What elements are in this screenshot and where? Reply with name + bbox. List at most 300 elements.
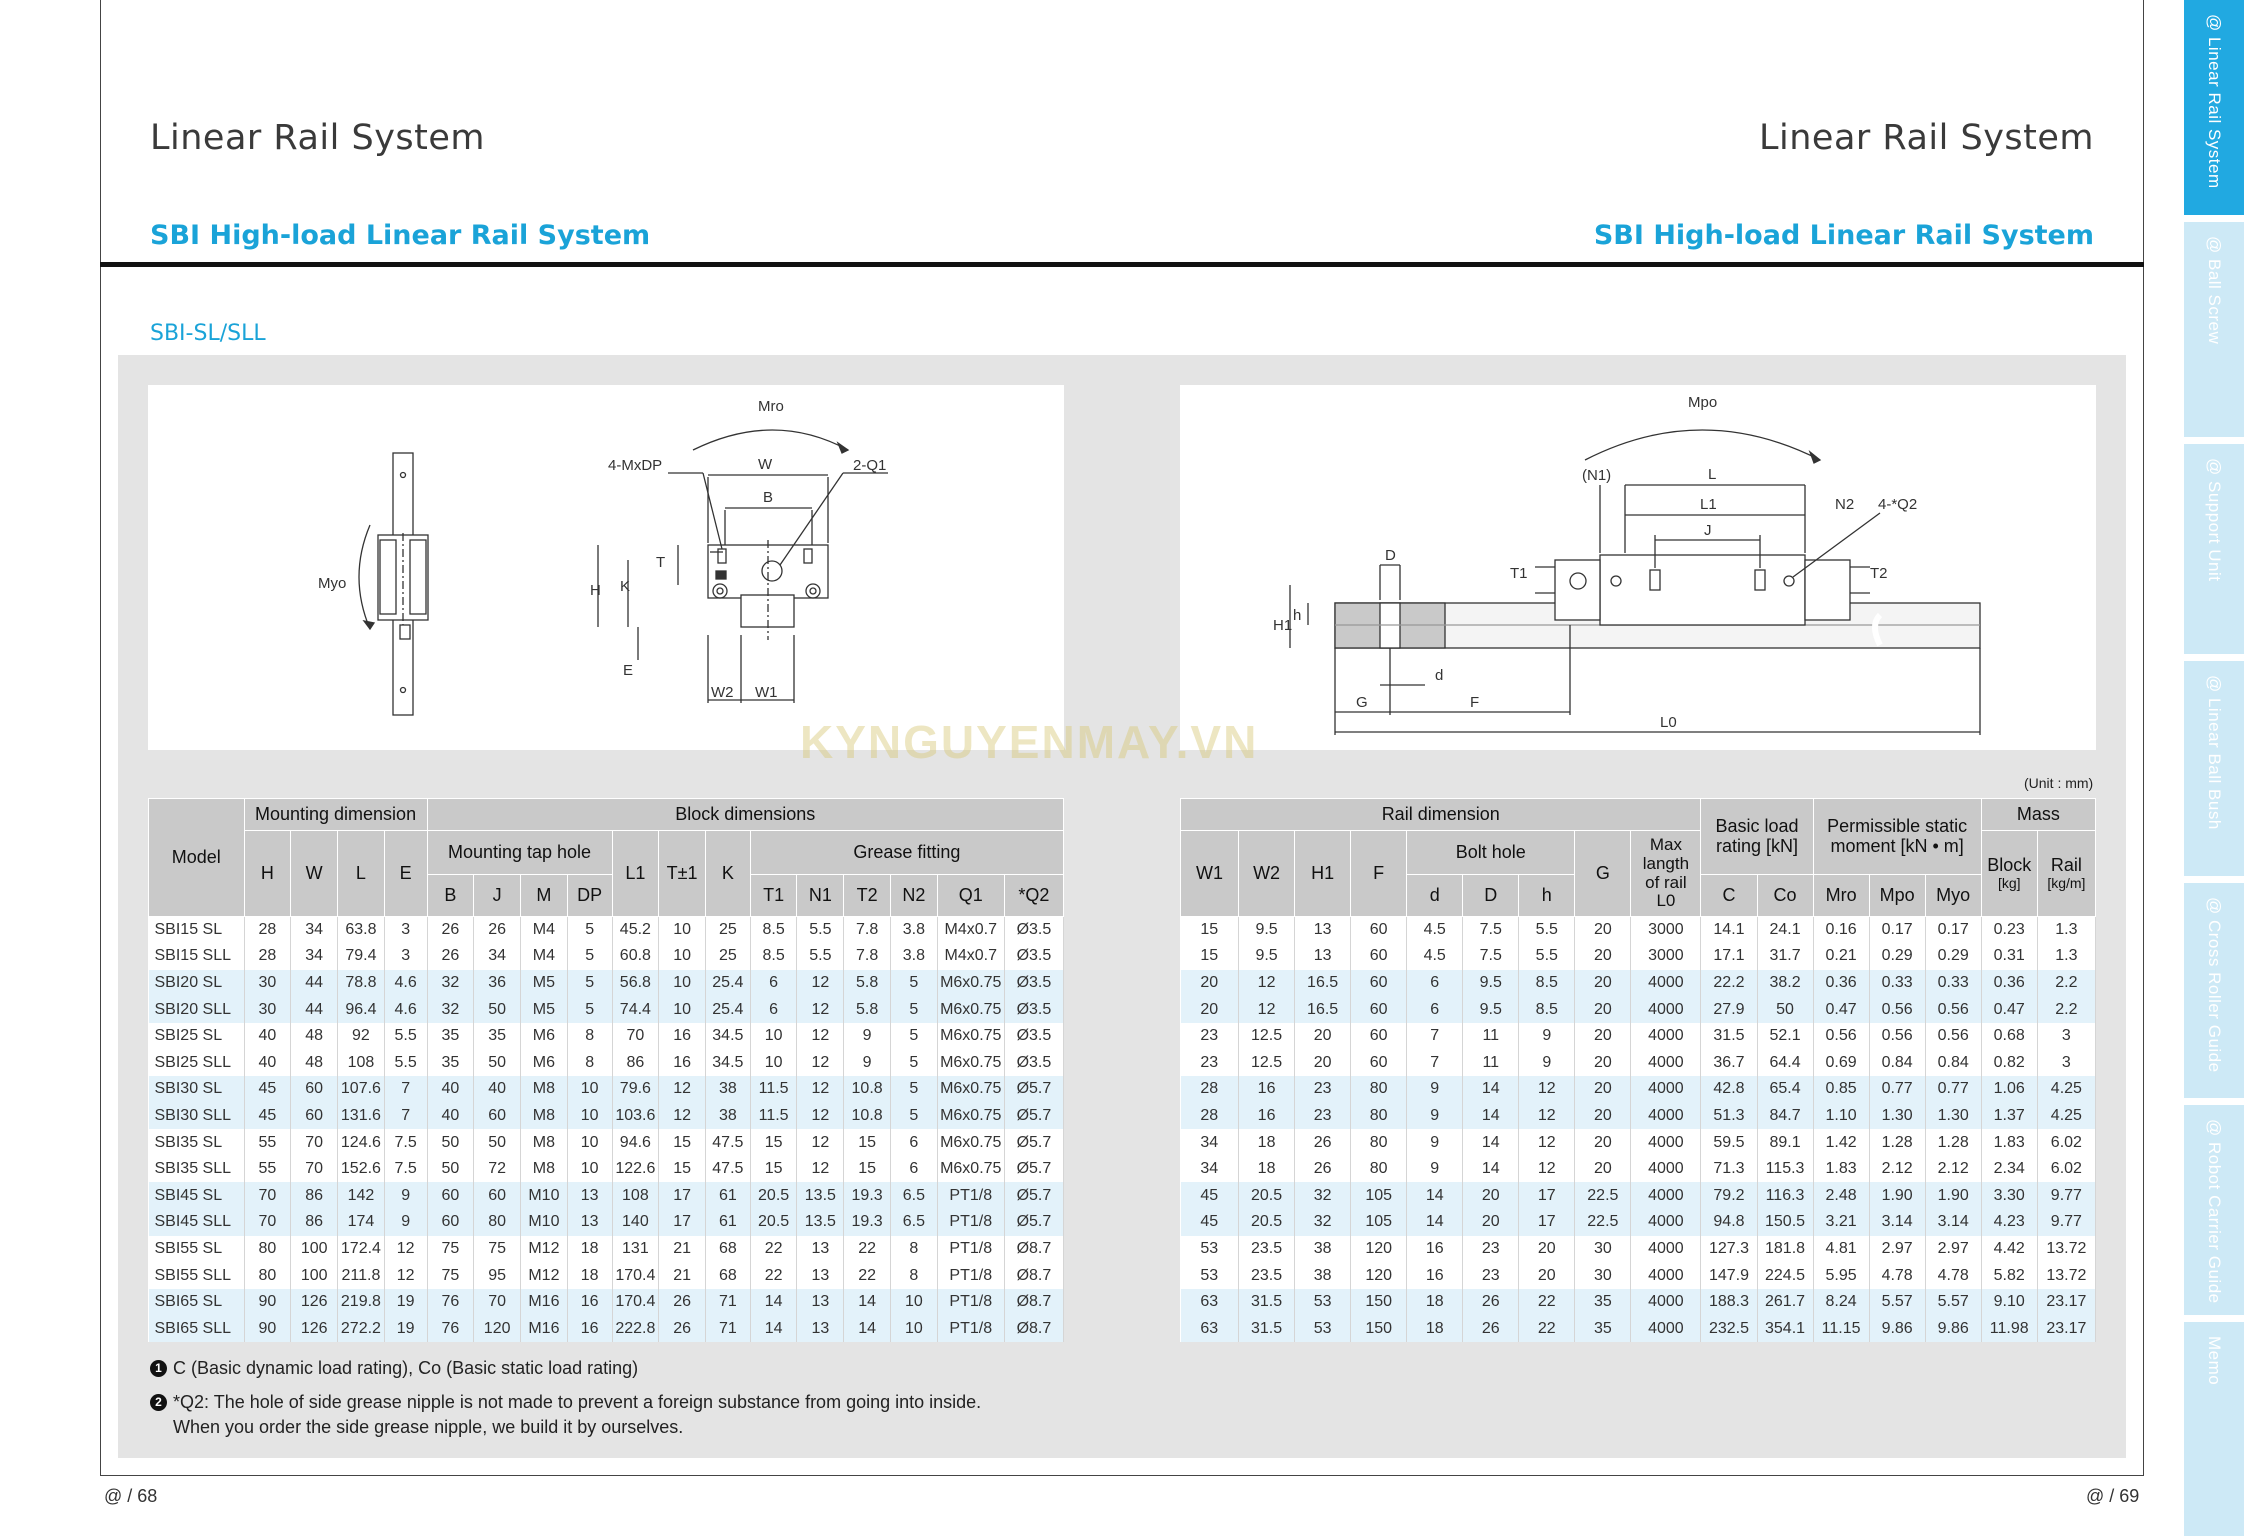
- table-cell: 150: [1351, 1315, 1407, 1342]
- table-cell: 8: [890, 1262, 937, 1289]
- table-cell: 14: [1463, 1076, 1519, 1103]
- table-cell: 13: [797, 1289, 844, 1316]
- table-cell: 15: [844, 1156, 891, 1183]
- table-cell: 60: [1351, 996, 1407, 1023]
- table-cell: SBI30 SL: [149, 1076, 245, 1103]
- table-cell: 2.34: [1981, 1156, 2037, 1183]
- label-h: H: [590, 582, 601, 599]
- label-g: G: [1356, 694, 1368, 711]
- table-cell: 6: [890, 1156, 937, 1183]
- table-cell: 28: [1181, 1076, 1239, 1103]
- table-cell: 30: [244, 970, 291, 997]
- table-cell: 0.56: [1925, 996, 1981, 1023]
- table-cell: 13: [1295, 917, 1351, 944]
- table-cell: 2.12: [1869, 1156, 1925, 1183]
- label-w: W: [758, 456, 773, 473]
- table-cell: 5: [890, 1076, 937, 1103]
- table-cell: 9.5: [1239, 917, 1295, 944]
- table-cell: 7.8: [844, 943, 891, 970]
- table-cell: 1.28: [1869, 1129, 1925, 1156]
- table-row: [149, 1289, 1064, 1316]
- table-cell: 23.5: [1239, 1262, 1295, 1289]
- table-cell: M6x0.75: [937, 1023, 1004, 1050]
- table-cell: SBI65 SL: [149, 1289, 245, 1316]
- table-cell: 23: [1463, 1262, 1519, 1289]
- table-cell: 172.4: [338, 1236, 385, 1263]
- label-mxdp: 4-MxDP: [608, 457, 663, 474]
- table-cell: 35: [427, 1023, 474, 1050]
- table-cell: 71: [706, 1315, 751, 1342]
- table-cell: 12: [797, 1076, 844, 1103]
- table-cell: 170.4: [612, 1289, 659, 1316]
- group-rail-dimension: Rail dimension: [1181, 799, 1701, 831]
- table-cell: 80: [1351, 1076, 1407, 1103]
- table-cell: 4000: [1631, 1049, 1701, 1076]
- table-cell: SBI45 SL: [149, 1182, 245, 1209]
- table-cell: 0.84: [1869, 1049, 1925, 1076]
- footnote-2-line1: *Q2: The hole of side grease nipple is not made to prevent a foreign substance from going into inside.: [173, 1392, 982, 1412]
- table-cell: 2.12: [1925, 1156, 1981, 1183]
- col-rail-unit: [kg/m]: [2047, 874, 2086, 891]
- table-cell: 50: [427, 1129, 474, 1156]
- table-cell: 0.85: [1813, 1076, 1869, 1103]
- table-cell: SBI15 SL: [149, 917, 245, 944]
- table-cell: 55: [244, 1156, 291, 1183]
- side-tab-ball-screw[interactable]: [2184, 222, 2244, 437]
- table-cell: 44: [291, 996, 338, 1023]
- page-subtitle-right: SBI High-load Linear Rail System: [1593, 220, 2094, 251]
- table-cell: 20: [1575, 1049, 1631, 1076]
- table-cell: 3.14: [1925, 1209, 1981, 1236]
- col-block-label: Block: [1987, 854, 2032, 875]
- table-cell: 3.14: [1869, 1209, 1925, 1236]
- table-cell: 51.3: [1701, 1103, 1757, 1130]
- table-cell: 32: [1295, 1209, 1351, 1236]
- table-cell: 17: [659, 1182, 706, 1209]
- table-cell: 120: [474, 1315, 521, 1342]
- table-cell: 16: [567, 1315, 612, 1342]
- table-cell: 115.3: [1757, 1156, 1813, 1183]
- table-cell: M6x0.75: [937, 1076, 1004, 1103]
- table-cell: 4000: [1631, 970, 1701, 997]
- table-cell: 105: [1351, 1209, 1407, 1236]
- table-cell: SBI25 SL: [149, 1023, 245, 1050]
- table-cell: 38: [1295, 1262, 1351, 1289]
- table-cell: SBI35 SL: [149, 1129, 245, 1156]
- table-row: [149, 1076, 1064, 1103]
- table-cell: PT1/8: [937, 1182, 1004, 1209]
- table-cell: 34.5: [706, 1049, 751, 1076]
- table-cell: 50: [474, 1129, 521, 1156]
- table-row: [1181, 1023, 2096, 1050]
- table-cell: 4000: [1631, 996, 1701, 1023]
- table-cell: 10: [659, 970, 706, 997]
- table-cell: 65.4: [1757, 1076, 1813, 1103]
- table-cell: 60.8: [612, 943, 659, 970]
- table-cell: 12: [797, 1103, 844, 1130]
- side-tab-linear-ball-bush[interactable]: [2184, 661, 2244, 876]
- table-row: [149, 1209, 1064, 1236]
- table-cell: 6: [890, 1129, 937, 1156]
- table-cell: M8: [521, 1129, 568, 1156]
- table-cell: 261.7: [1757, 1289, 1813, 1316]
- table-cell: 11.5: [750, 1103, 797, 1130]
- table-cell: 47.5: [706, 1129, 751, 1156]
- table-cell: 0.29: [1869, 943, 1925, 970]
- label-t: T: [656, 554, 666, 571]
- table-cell: 35: [1575, 1289, 1631, 1316]
- label-b: B: [763, 489, 774, 506]
- table-cell: 17: [1519, 1182, 1575, 1209]
- table-row: [149, 1103, 1064, 1130]
- col-t: T±1: [659, 831, 706, 917]
- table-cell: Ø3.5: [1004, 1023, 1063, 1050]
- table-cell: 16: [659, 1049, 706, 1076]
- table-cell: 12.5: [1239, 1023, 1295, 1050]
- table-cell: 26: [1463, 1289, 1519, 1316]
- table-cell: 34: [1181, 1129, 1239, 1156]
- table-cell: 45: [244, 1103, 291, 1130]
- label-h1: H1: [1273, 617, 1293, 634]
- table-cell: M6x0.75: [937, 1103, 1004, 1130]
- table-cell: 89.1: [1757, 1129, 1813, 1156]
- table-row: [149, 1156, 1064, 1183]
- table-cell: 12: [1519, 1129, 1575, 1156]
- table-cell: 5.5: [1519, 943, 1575, 970]
- table-row: [1181, 917, 2096, 944]
- table-cell: 9.5: [1463, 970, 1519, 997]
- table-cell: 25: [706, 917, 751, 944]
- side-tab-label: Memo: [2205, 1336, 2224, 1386]
- table-cell: SBI20 SLL: [149, 996, 245, 1023]
- table-cell: 23.17: [2037, 1315, 2095, 1342]
- table-cell: Ø5.7: [1004, 1182, 1063, 1209]
- table-cell: 6: [1407, 970, 1463, 997]
- col-d-small: d: [1407, 875, 1463, 917]
- table-cell: 11: [1463, 1049, 1519, 1076]
- table-cell: SBI25 SLL: [149, 1049, 245, 1076]
- table-cell: 19.3: [844, 1209, 891, 1236]
- table-cell: 108: [612, 1182, 659, 1209]
- table-cell: 28: [1181, 1103, 1239, 1130]
- table-cell: 22.5: [1575, 1209, 1631, 1236]
- table-cell: 10: [750, 1049, 797, 1076]
- table-cell: 18: [1407, 1289, 1463, 1316]
- footnote-2: [150, 1390, 981, 1440]
- table-cell: 18: [567, 1262, 612, 1289]
- table-cell: 10: [750, 1023, 797, 1050]
- table-cell: 4000: [1631, 1156, 1701, 1183]
- table-cell: 9: [844, 1023, 891, 1050]
- table-cell: 5.5: [797, 943, 844, 970]
- table-cell: 140: [612, 1209, 659, 1236]
- table-row: [1181, 1182, 2096, 1209]
- table-cell: 59.5: [1701, 1129, 1757, 1156]
- table-cell: 31.5: [1701, 1023, 1757, 1050]
- table-cell: 188.3: [1701, 1289, 1757, 1316]
- side-tab-memo[interactable]: [2184, 1322, 2244, 1536]
- table-cell: 16: [567, 1289, 612, 1316]
- table-cell: 0.17: [1869, 917, 1925, 944]
- table-cell: 80: [244, 1236, 291, 1263]
- table-cell: M16: [521, 1315, 568, 1342]
- side-tab-support-unit[interactable]: [2184, 444, 2244, 654]
- label-f: F: [1470, 694, 1480, 711]
- table-cell: 60: [1351, 917, 1407, 944]
- table-cell: 40: [427, 1103, 474, 1130]
- table-cell: 14: [1407, 1209, 1463, 1236]
- table-cell: 19: [384, 1289, 427, 1316]
- table-row: [149, 1049, 1064, 1076]
- table-cell: 50: [474, 1049, 521, 1076]
- table-cell: 20: [1575, 917, 1631, 944]
- table-cell: 26: [659, 1315, 706, 1342]
- footnote-marker-1: 1: [150, 1360, 167, 1377]
- table-cell: 11: [1463, 1023, 1519, 1050]
- table-cell: 5: [567, 917, 612, 944]
- table-cell: 7: [1407, 1023, 1463, 1050]
- table-cell: 80: [1351, 1129, 1407, 1156]
- table-cell: 70: [244, 1182, 291, 1209]
- table-cell: 3: [2037, 1049, 2095, 1076]
- table-cell: 63: [1181, 1289, 1239, 1316]
- table-cell: 150.5: [1757, 1209, 1813, 1236]
- table-cell: 38.2: [1757, 970, 1813, 997]
- table-cell: M6x0.75: [937, 1129, 1004, 1156]
- table-row: [149, 1236, 1064, 1263]
- table-cell: 0.77: [1925, 1076, 1981, 1103]
- table-cell: 4.42: [1981, 1236, 2037, 1263]
- col-co: Co: [1757, 875, 1813, 917]
- col-k: K: [706, 831, 751, 917]
- table-cell: 5: [890, 996, 937, 1023]
- label-w2: W2: [711, 684, 734, 701]
- table-cell: 4.78: [1925, 1262, 1981, 1289]
- table-cell: 0.21: [1813, 943, 1869, 970]
- footnote-2-line2: When you order the side grease nipple, we build it by ourselves.: [173, 1417, 684, 1437]
- table-cell: 22: [1519, 1315, 1575, 1342]
- table-cell: 30: [1575, 1262, 1631, 1289]
- table-cell: 8: [890, 1236, 937, 1263]
- table-cell: M6x0.75: [937, 996, 1004, 1023]
- table-cell: 22: [844, 1236, 891, 1263]
- table-cell: 15: [1181, 917, 1239, 944]
- table-cell: 79.6: [612, 1076, 659, 1103]
- table-cell: 5: [890, 970, 937, 997]
- col-c: C: [1701, 875, 1757, 917]
- table-cell: Ø5.7: [1004, 1129, 1063, 1156]
- label-w1: W1: [755, 684, 778, 701]
- footnote-1-text: C (Basic dynamic load rating), Co (Basic static load rating): [173, 1358, 639, 1378]
- table-row: [1181, 1289, 2096, 1316]
- col-rail-label: Rail: [2050, 854, 2082, 875]
- table-cell: 16.5: [1295, 996, 1351, 1023]
- table-cell: M8: [521, 1076, 568, 1103]
- table-cell: 5: [890, 1023, 937, 1050]
- table-cell: 174: [338, 1209, 385, 1236]
- table-cell: 1.83: [1813, 1156, 1869, 1183]
- side-tab-label: @ Robot Carrier Guide: [2205, 1119, 2224, 1304]
- table-cell: 5.82: [1981, 1262, 2037, 1289]
- table-cell: SBI55 SL: [149, 1236, 245, 1263]
- table-cell: 20: [1575, 1023, 1631, 1050]
- table-cell: 78.8: [338, 970, 385, 997]
- table-cell: Ø5.7: [1004, 1209, 1063, 1236]
- table-cell: Ø3.5: [1004, 1049, 1063, 1076]
- table-cell: 32: [1295, 1182, 1351, 1209]
- table-cell: 60: [474, 1103, 521, 1130]
- table-cell: 4.5: [1407, 917, 1463, 944]
- table-cell: 13.5: [797, 1209, 844, 1236]
- table-cell: 3.8: [890, 943, 937, 970]
- col-l: L: [338, 831, 385, 917]
- table-cell: 20: [1463, 1182, 1519, 1209]
- col-mro: Mro: [1813, 875, 1869, 917]
- table-cell: 6.02: [2037, 1156, 2095, 1183]
- table-cell: 60: [427, 1182, 474, 1209]
- table-cell: M6x0.75: [937, 1049, 1004, 1076]
- table-cell: 13: [1295, 943, 1351, 970]
- table-cell: 100: [291, 1262, 338, 1289]
- table-cell: 20: [1575, 943, 1631, 970]
- page-number-left: @ / 68: [104, 1486, 158, 1506]
- table-row: [1181, 1209, 2096, 1236]
- table-cell: 12: [797, 1023, 844, 1050]
- table-cell: 70: [612, 1023, 659, 1050]
- table-cell: 12: [797, 1129, 844, 1156]
- group-tap-hole: Mounting tap hole: [427, 831, 612, 875]
- table-cell: 0.23: [1981, 917, 2037, 944]
- table-cell: 23: [1463, 1236, 1519, 1263]
- table-cell: 5.8: [844, 996, 891, 1023]
- table-cell: 16: [1407, 1236, 1463, 1263]
- table-cell: 5: [890, 1049, 937, 1076]
- table-cell: 4000: [1631, 1103, 1701, 1130]
- table-cell: 13: [797, 1236, 844, 1263]
- table-cell: 20: [1181, 970, 1239, 997]
- table-cell: 31.7: [1757, 943, 1813, 970]
- col-myo: Myo: [1925, 875, 1981, 917]
- table-cell: 53: [1181, 1262, 1239, 1289]
- table-cell: 0.36: [1813, 970, 1869, 997]
- table-cell: M6: [521, 1023, 568, 1050]
- table-cell: 6.5: [890, 1209, 937, 1236]
- col-q2: *Q2: [1004, 875, 1063, 917]
- table-cell: 24.1: [1757, 917, 1813, 944]
- table-cell: 16: [1239, 1076, 1295, 1103]
- table-cell: 8.24: [1813, 1289, 1869, 1316]
- table-cell: 2.2: [2037, 970, 2095, 997]
- table-cell: 22: [1519, 1289, 1575, 1316]
- page-title-right: Linear Rail System: [1759, 118, 2094, 158]
- table-cell: 10: [567, 1076, 612, 1103]
- table-cell: 36: [474, 970, 521, 997]
- table-cell: 9: [384, 1209, 427, 1236]
- table-cell: 9: [1407, 1129, 1463, 1156]
- table-cell: 20.5: [1239, 1182, 1295, 1209]
- table-cell: 10: [890, 1315, 937, 1342]
- table-cell: 50: [474, 996, 521, 1023]
- table-cell: SBI30 SLL: [149, 1103, 245, 1130]
- table-cell: M12: [521, 1236, 568, 1263]
- table-cell: 36.7: [1701, 1049, 1757, 1076]
- table-cell: 0.84: [1925, 1049, 1981, 1076]
- table-row: [149, 970, 1064, 997]
- col-h1: H1: [1295, 831, 1351, 917]
- table-cell: 23.5: [1239, 1236, 1295, 1263]
- table-cell: 75: [427, 1262, 474, 1289]
- table-cell: 0.47: [1981, 996, 2037, 1023]
- table-cell: M4x0.7: [937, 917, 1004, 944]
- table-cell: 1.28: [1925, 1129, 1981, 1156]
- table-cell: 3: [2037, 1023, 2095, 1050]
- table-cell: 20: [1575, 1156, 1631, 1183]
- table-cell: 1.30: [1925, 1103, 1981, 1130]
- label-t2: T2: [1870, 565, 1888, 582]
- table-cell: 5.57: [1925, 1289, 1981, 1316]
- table-cell: Ø3.5: [1004, 917, 1063, 944]
- side-tab-cross-roller[interactable]: [2184, 883, 2244, 1098]
- page-title-left: Linear Rail System: [150, 118, 485, 158]
- table-cell: 16: [659, 1023, 706, 1050]
- table-cell: 5.5: [384, 1023, 427, 1050]
- table-cell: 15: [750, 1129, 797, 1156]
- table-cell: 122.6: [612, 1156, 659, 1183]
- table-cell: 45: [1181, 1209, 1239, 1236]
- table-cell: Ø8.7: [1004, 1236, 1063, 1263]
- table-cell: 34: [1181, 1156, 1239, 1183]
- table-cell: 60: [1351, 943, 1407, 970]
- table-cell: 30: [1575, 1236, 1631, 1263]
- table-cell: 15: [750, 1156, 797, 1183]
- table-cell: 1.90: [1925, 1182, 1981, 1209]
- table-row: [1181, 1156, 2096, 1183]
- table-cell: 28: [244, 917, 291, 944]
- group-grease: Grease fitting: [750, 831, 1063, 875]
- table-cell: M6x0.75: [937, 970, 1004, 997]
- table-cell: 0.16: [1813, 917, 1869, 944]
- table-cell: 26: [1295, 1129, 1351, 1156]
- side-tab-label: @ Linear Ball Bush: [2205, 675, 2224, 830]
- table-cell: 34.5: [706, 1023, 751, 1050]
- table-cell: 10.8: [844, 1103, 891, 1130]
- table-cell: 8: [567, 1023, 612, 1050]
- table-cell: 12: [659, 1103, 706, 1130]
- table-cell: 53: [1295, 1315, 1351, 1342]
- page-subtitle-left: SBI High-load Linear Rail System: [150, 220, 651, 251]
- table-cell: 61: [706, 1209, 751, 1236]
- col-t1: T1: [750, 875, 797, 917]
- table-cell: 13: [797, 1262, 844, 1289]
- table-cell: 13: [567, 1209, 612, 1236]
- group-load-rating: Basic load rating [kN]: [1701, 799, 1813, 875]
- table-row: [1181, 1262, 2096, 1289]
- label-l0: L0: [1660, 714, 1677, 731]
- table-cell: 19: [384, 1315, 427, 1342]
- table-cell: 1.42: [1813, 1129, 1869, 1156]
- table-cell: PT1/8: [937, 1209, 1004, 1236]
- side-tab-robot-carrier[interactable]: [2184, 1105, 2244, 1315]
- table-cell: 10: [567, 1129, 612, 1156]
- col-rail-mass: [2037, 831, 2095, 917]
- side-tab-linear-rail[interactable]: [2184, 0, 2244, 215]
- table-cell: 224.5: [1757, 1262, 1813, 1289]
- table-cell: 142: [338, 1182, 385, 1209]
- table-cell: 60: [1351, 1023, 1407, 1050]
- table-cell: 14: [1463, 1103, 1519, 1130]
- table-cell: PT1/8: [937, 1315, 1004, 1342]
- table-cell: 10: [659, 943, 706, 970]
